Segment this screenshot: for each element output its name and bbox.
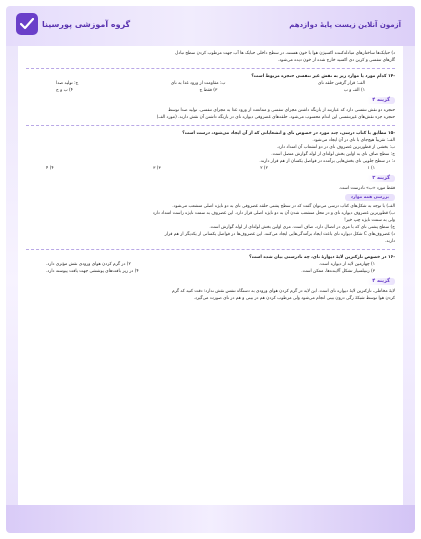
statement: الف: قرار گرفتن حلقه نای bbox=[317, 81, 365, 86]
question-text bbox=[26, 73, 395, 80]
question-number: -۱۴ bbox=[387, 74, 395, 79]
question-stem: در خصوص نازکترین لایهٔ دیوارهٔ نای، چه نادرستی بیان شده است؟ bbox=[249, 255, 387, 260]
statement: الف: تقریباً هیچ‌جای با نای در آن ایجاد می‌شود. bbox=[312, 138, 395, 143]
answer-note: فقط مورد «ب» نادرست است. bbox=[338, 186, 395, 191]
divider bbox=[26, 68, 395, 69]
question-15 bbox=[26, 130, 395, 245]
question-stem: مطابق با کتاب درسی، چند مورد در خصوص نای و انشعاباتی که از آن ایجاد می‌شود، درست است؟ bbox=[182, 131, 387, 136]
option-3[interactable]: ۳) زنبیلسیار تشکل آلاینده‌ها، ممکن است. bbox=[301, 269, 375, 274]
options-row bbox=[26, 261, 395, 268]
review-tag: بررسی همه موارد bbox=[345, 194, 395, 201]
left-frame-decoration bbox=[6, 46, 18, 516]
brand-name: گروه آموزشی پورسینا bbox=[42, 20, 131, 29]
question-stem: کدام مورد یا موارد زیر به نقش غیر تنفسی حنجره مربوط است؟ bbox=[251, 74, 387, 79]
explanation-line: حنجره جزء نقش‌های غیرتنفسی این اندام محسوب می‌شود. حلقه‌های غضروفی دیواره نای در بازنگه داشتن آن نقش دارند. (مورد الف) bbox=[156, 115, 395, 120]
right-frame-decoration bbox=[403, 46, 415, 516]
question-text bbox=[26, 130, 395, 137]
explanation-line: کردن هوا توسط شبکهٔ رگی درون بینی انجام می‌شود ولی مرطوب کردن هم در بینی و هم در نای صورت می‌گیرد. bbox=[193, 296, 395, 301]
question-number: -۱۵ bbox=[387, 131, 395, 136]
explanation-line: دارند. bbox=[385, 239, 395, 244]
option-1[interactable]: ۱) الف و ب bbox=[343, 88, 365, 93]
question-text bbox=[26, 254, 395, 261]
option-2[interactable]: ۲) در گرم کردن هوای ورودی نقش مؤثری دارد. bbox=[46, 262, 131, 267]
question-14 bbox=[26, 73, 395, 121]
statement: ب: بخشی از قطورترین غضروف نای در دو انشعاب آن امتداد دارد. bbox=[276, 145, 395, 150]
explanation-line: الف) با توجه به شکل‌های کتاب درسی می‌توان گفت که در سطح پشتی حلقه غضروفی نای به دو نایژه اصلی منشعب می‌شود. bbox=[172, 204, 395, 209]
statement: ج: سطح صاف نای به اولین بخش لوله‌ای از لوله گوارش متصل است. bbox=[271, 152, 395, 157]
option-1[interactable]: ۱) چهارمین لایه از دیواره است. bbox=[318, 262, 375, 267]
option-2[interactable]: ۲) ۲ bbox=[260, 166, 268, 171]
checkmark-icon bbox=[20, 18, 34, 30]
brand-logo bbox=[16, 13, 38, 35]
statement: ج: تولید صدا bbox=[56, 81, 79, 86]
options-row bbox=[26, 87, 395, 94]
statement: ب: مقاومت از ورود غذا به نای bbox=[170, 81, 226, 86]
answer-badge: گزینه ۴ bbox=[367, 278, 395, 285]
text-line: گازهای تنفسی و کربن دی اکسید خارج شده از خون دیده می‌شود. bbox=[277, 58, 395, 63]
explanation-line: د) غضروف‌های C شکل دیواره نای باعث ایجاد برآمدگی‌هایی ایجاد می‌کنند. این غضروف‌ها در فواصل یکسانی از یکدیگر از هم قرار bbox=[164, 232, 395, 237]
divider bbox=[26, 125, 395, 126]
option-1[interactable]: ۱) ۱ bbox=[367, 166, 375, 171]
explanation-line: حنجره دو نقش تنفسی دارد که عبارتند از بازنگه داشتن مجرای تنفسی و ممانعت از ورود غذا به مجرای تنفسی. تولید صدا توسط bbox=[167, 108, 395, 113]
exam-content bbox=[26, 50, 395, 302]
options-row bbox=[26, 268, 395, 275]
option-3[interactable]: ۳) فقط ج bbox=[199, 88, 218, 93]
answer-badge: گزینه ۳ bbox=[367, 175, 395, 182]
exam-page bbox=[6, 6, 415, 533]
explanation-line: لایهٔ مخاطی، نازکترین لایهٔ دیواره نای است. این لایه در گرم کردن هوای ورودی به دستگاه تنفس نقش ندارد؛ دقت کنید که گرم bbox=[171, 289, 395, 294]
option-4[interactable]: ۴) در زیر بافت‌های پوششی جهت یافت پیوسته دارد. bbox=[46, 269, 139, 274]
answer-badge: گزینه ۴ bbox=[367, 97, 395, 104]
explanation-line: ج) سطح پشتی نای که با مری در اتصال دارد، صاف است. مری اولین بخش لوله‌ای از لوله گوارش است. bbox=[209, 225, 395, 230]
page-header bbox=[6, 6, 415, 46]
option-4[interactable]: ۴) ب و ج bbox=[56, 88, 73, 93]
option-3[interactable]: ۳) ۳ bbox=[153, 166, 161, 171]
page-footer bbox=[6, 505, 415, 533]
divider bbox=[26, 249, 395, 250]
statement: د: در سطح جلویی نای بخش‌هایی برآمده در فواصل یکسان از هم قرار دارند. bbox=[259, 159, 395, 164]
statement-row bbox=[26, 80, 395, 87]
question-number: -۱۶ bbox=[387, 255, 395, 260]
exam-title: آزمون آنلاین زیست پایهٔ دوازدهم bbox=[289, 21, 401, 29]
question-16 bbox=[26, 254, 395, 302]
options-row bbox=[26, 165, 395, 172]
option-4[interactable]: ۴) ۴ bbox=[46, 166, 54, 171]
explanation-line: ولی به سمت نایژه چپ خیر! bbox=[344, 218, 395, 223]
text-line: د) حبابک‌ها ساختارهای مبادله‌کننده اکسیژن هوا با خون هستند، در سطح داخلی حبابک ها آب جهت مرطوب کردن سطح تبادل bbox=[175, 51, 395, 56]
explanation-line: ب) قطورترین غضروف دیواره نای و در محل منشعب شدن آن به دو نایژه اصلی قرار دارد. این غضروف به سمت نایژه راست امتداد دارد bbox=[152, 211, 395, 216]
